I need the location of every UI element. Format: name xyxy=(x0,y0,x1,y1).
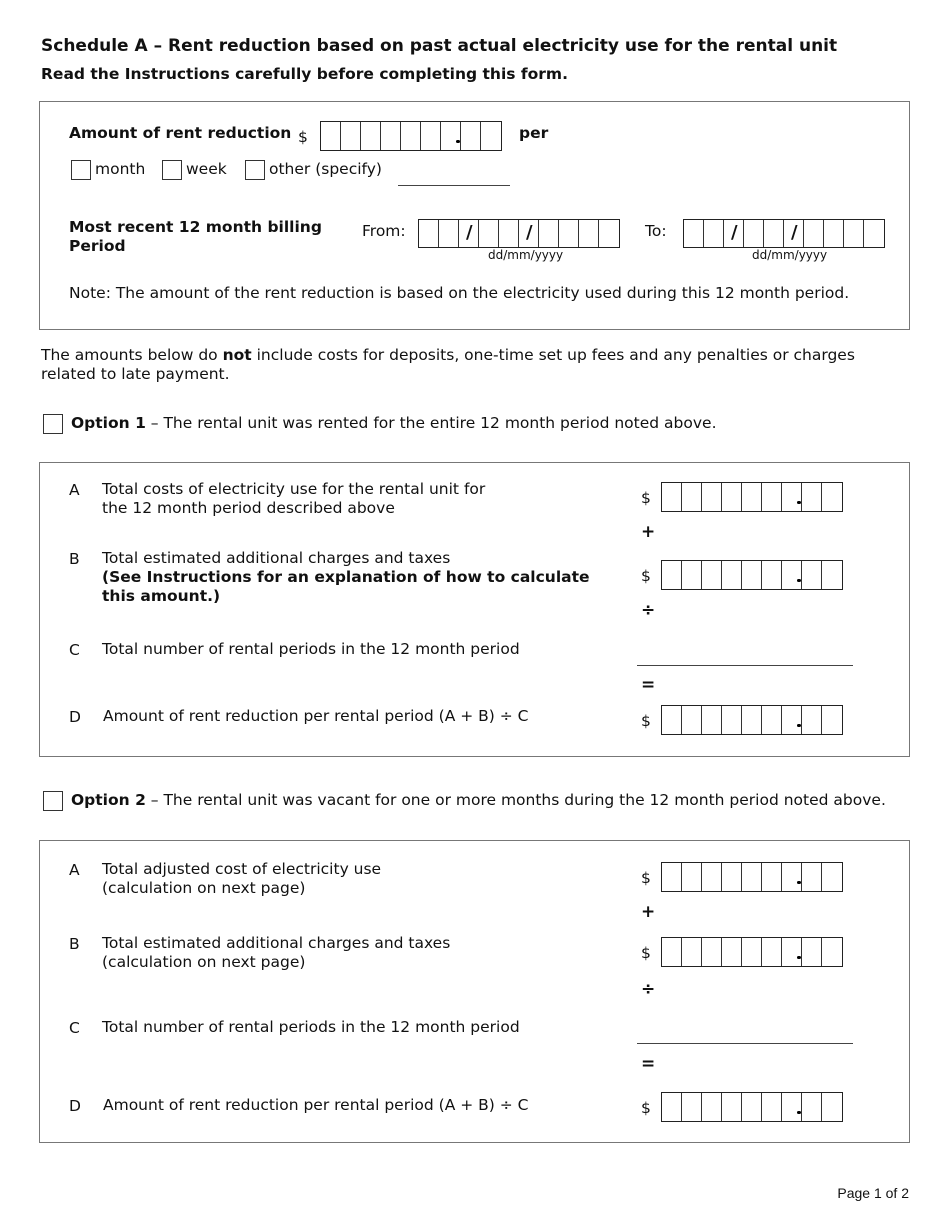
from-date-format: dd/mm/yyyy xyxy=(488,248,564,262)
option1-checkbox[interactable] xyxy=(43,414,63,434)
option1-b-dollar: $ xyxy=(641,567,651,585)
option2-row-a-text: Total adjusted cost of electricity use (calculation on next page) xyxy=(102,860,382,897)
option1-d-dollar: $ xyxy=(641,712,651,730)
option1-row-b-letter: B xyxy=(69,550,80,568)
option2-row-c-text: Total number of rental periods in the 12 month period xyxy=(102,1018,520,1036)
option2-plus: + xyxy=(641,902,656,922)
option2-equals: = xyxy=(641,1054,656,1074)
to-date-format: dd/mm/yyyy xyxy=(752,248,828,262)
option1-equals: = xyxy=(641,675,656,695)
option2-row-c-letter: C xyxy=(69,1019,80,1037)
option2-divide: ÷ xyxy=(641,979,656,999)
other-specify-field[interactable] xyxy=(398,185,510,186)
option1-row-c-text: Total number of rental periods in the 12 month period xyxy=(102,640,520,658)
from-label: From: xyxy=(362,222,406,240)
option1-d-input[interactable] xyxy=(661,705,843,735)
option2-b-dollar: $ xyxy=(641,944,651,962)
page-number: Page 1 of 2 xyxy=(837,1185,909,1201)
to-label: To: xyxy=(645,222,667,240)
per-label: per xyxy=(519,124,549,142)
option2-row-b-letter: B xyxy=(69,935,80,953)
billing-period-label-1: Most recent 12 month billing xyxy=(69,218,322,236)
option2-heading: Option 2 – The rental unit was vacant for one or more months during the 12 month period noted above. xyxy=(71,791,886,809)
option2-a-dollar: $ xyxy=(641,869,651,887)
option2-row-d-text: Amount of rent reduction per rental period (A + B) ÷ C xyxy=(103,1096,529,1114)
billing-note: Note: The amount of the rent reduction is based on the electricity used during this 12 month period. xyxy=(69,284,850,302)
option1-b-input[interactable] xyxy=(661,560,843,590)
amount-input[interactable] xyxy=(320,121,502,151)
option1-row-b-text: Total estimated additional charges and taxes (See Instructions for an explanation of how to calculate this amount.) xyxy=(102,549,590,605)
billing-period-label-2: Period xyxy=(69,237,126,255)
option1-row-a-text: Total costs of electricity use for the rental unit for the 12 month period described above xyxy=(102,480,486,517)
week-checkbox[interactable] xyxy=(162,160,182,180)
option2-b-input[interactable] xyxy=(661,937,843,967)
option1-heading: Option 1 – The rental unit was rented for the entire 12 month period noted above. xyxy=(71,414,717,432)
option1-c-input[interactable] xyxy=(637,665,853,666)
page-subtitle: Read the Instructions carefully before completing this form. xyxy=(41,65,568,83)
from-date-input[interactable] xyxy=(418,219,620,248)
option2-c-input[interactable] xyxy=(637,1043,853,1044)
option2-d-dollar: $ xyxy=(641,1099,651,1117)
month-label: month xyxy=(95,160,146,178)
option2-d-input[interactable] xyxy=(661,1092,843,1122)
other-checkbox[interactable] xyxy=(245,160,265,180)
amount-label: Amount of rent reduction xyxy=(69,124,292,142)
amount-dollar-sign: $ xyxy=(298,128,308,146)
month-checkbox[interactable] xyxy=(71,160,91,180)
option2-row-b-text: Total estimated additional charges and taxes (calculation on next page) xyxy=(102,934,451,971)
option1-plus: + xyxy=(641,522,656,542)
option1-row-d-text: Amount of rent reduction per rental period (A + B) ÷ C xyxy=(103,707,529,725)
option2-a-input[interactable] xyxy=(661,862,843,892)
option1-row-c-letter: C xyxy=(69,641,80,659)
option2-row-a-letter: A xyxy=(69,861,80,879)
page-title: Schedule A – Rent reduction based on past actual electricity use for the rental unit xyxy=(41,36,838,56)
to-date-input[interactable] xyxy=(683,219,885,248)
amounts-note: The amounts below do not include costs for deposits, one-time set up fees and any penalties or charges related to late payment. xyxy=(41,346,855,383)
option2-checkbox[interactable] xyxy=(43,791,63,811)
week-label: week xyxy=(186,160,227,178)
option1-row-d-letter: D xyxy=(69,708,81,726)
option1-row-a-letter: A xyxy=(69,481,80,499)
option1-a-dollar: $ xyxy=(641,489,651,507)
option1-a-input[interactable] xyxy=(661,482,843,512)
option1-divide: ÷ xyxy=(641,600,656,620)
other-label: other (specify) xyxy=(269,160,382,178)
option2-row-d-letter: D xyxy=(69,1097,81,1115)
